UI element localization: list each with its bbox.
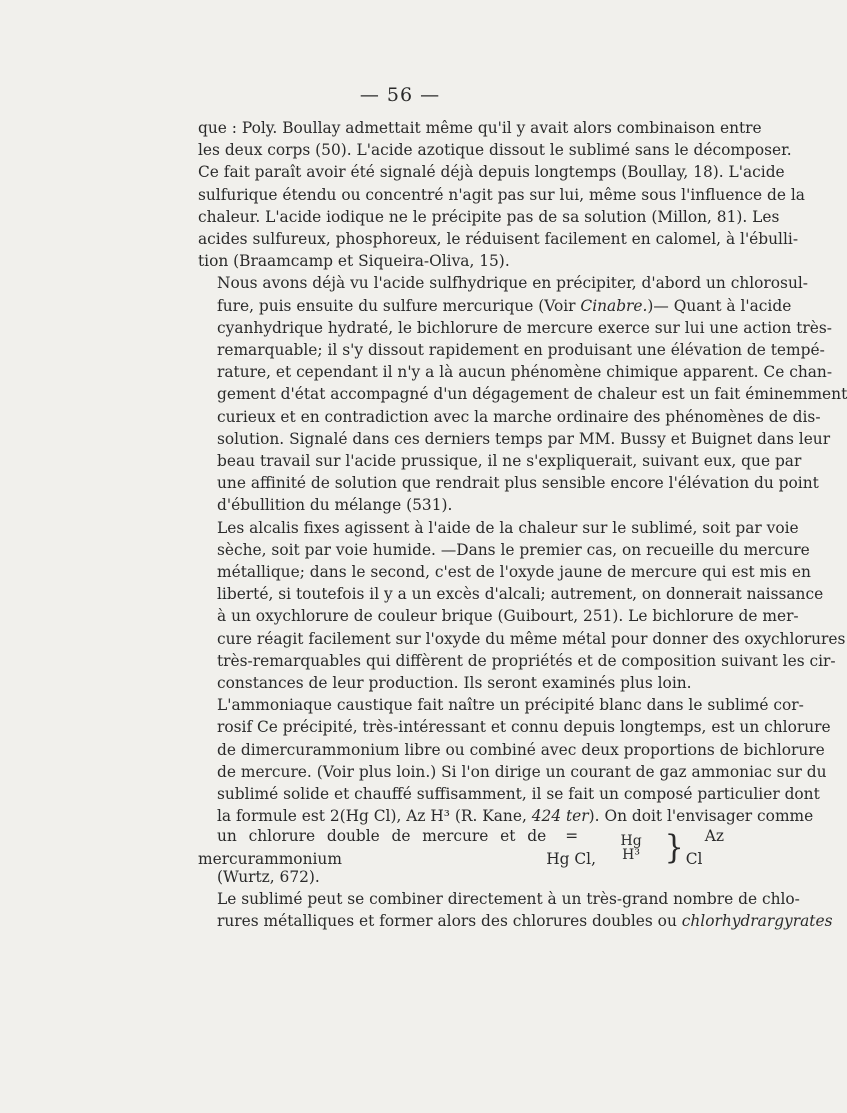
- text-line: Nous avons déjà vu l'acide sulfhydrique en précipiter, d'abord un chlorosul-: [217, 274, 808, 293]
- paragraph: [198, 694, 831, 887]
- chemical-formula: = Hg Cl, Hg H³ } Az Cl: [546, 827, 724, 868]
- text-line: d'ébullition du mélange (531).: [217, 496, 453, 515]
- text-line: de mercure. (Voir plus loin.) Si l'on dirige un courant de gaz ammoniac sur du: [217, 762, 827, 781]
- text-line: la formule est 2(Hg Cl), Az H³ (R. Kane, 424 ter). On doit l'envisager comme: [217, 807, 814, 826]
- text-line: les deux corps (50). L'acide azotique dissout le sublimé sans le décomposer.: [198, 141, 792, 160]
- text-line: à un oxychlorure de couleur brique (Guibourt, 251). Le bichlorure de mer-: [217, 607, 799, 626]
- text-line: une affinité de solution que rendrait plus sensible encore l'élévation du point: [217, 474, 819, 493]
- text-line: chaleur. L'acide iodique ne le précipite pas de sa solution (Millon, 81). Les: [198, 207, 780, 226]
- paragraph: [198, 272, 847, 516]
- text-line: rures métalliques et former alors des chlorures doubles ou chlorhydrargyrates: [217, 911, 833, 930]
- text-line: curieux et en contradiction avec la marche ordinaire des phénomènes de dis-: [217, 407, 821, 426]
- text-line: tion (Braamcamp et Siqueira-Oliva, 15).: [198, 252, 510, 271]
- page-number: — 56 —: [359, 84, 441, 106]
- text-line: sublimé solide et chauffé suffisamment, il se fait un composé particulier dont: [217, 785, 820, 804]
- text-line: Ce fait paraît avoir été signalé déjà depuis longtemps (Boullay, 18). L'acide: [198, 163, 785, 182]
- text-line: beau travail sur l'acide prussique, il ne s'expliquerait, suivant eux, que par: [217, 452, 802, 471]
- text-line: Les alcalis fixes agissent à l'aide de la chaleur sur le sublimé, soit par voie: [217, 518, 799, 537]
- paragraph: [198, 888, 833, 932]
- text-line: métallique; dans le second, c'est de l'oxyde jaune de mercure qui est mis en: [217, 563, 811, 582]
- text-line: cyanhydrique hydraté, le bichlorure de mercure exerce sur lui une action très-: [217, 318, 832, 337]
- text-line: rature, et cependant il n'y a là aucun phénomène chimique apparent. Ce chan-: [217, 363, 833, 382]
- text-line: solution. Signalé dans ces derniers temps par MM. Bussy et Buignet dans leur: [217, 429, 831, 448]
- text-line: très-remarquables qui diffèrent de propriétés et de composition suivant les cir-: [217, 651, 836, 670]
- paragraph: [198, 517, 846, 695]
- text-line: fure, puis ensuite du sulfure mercurique (Voir Cinabre.)— Quant à l'acide: [217, 296, 792, 315]
- text-line: sulfurique étendu ou concentré n'agit pas sur lui, même sous l'influence de la: [198, 185, 805, 204]
- body-text: [198, 117, 847, 932]
- paragraph: [198, 117, 805, 272]
- text-line: liberté, si toutefois il y a un excès d'alcali; autrement, on donnerait naissance: [217, 585, 824, 604]
- formula-line: [198, 827, 724, 868]
- text-line: acides sulfureux, phosphoreux, le réduisent facilement en calomel, à l'ébulli-: [198, 230, 799, 249]
- text-line: remarquable; il s'y dissout rapidement en produisant une élévation de tempé-: [217, 341, 825, 360]
- text-line: cure réagit facilement sur l'oxyde du même métal pour donner des oxychlorures: [217, 629, 846, 648]
- formula-fraction: Hg H³: [620, 832, 642, 863]
- text-line: que : Poly. Boullay admettait même qu'il y avait alors combinaison entre: [198, 119, 762, 137]
- text-line: (Wurtz, 672).: [217, 867, 320, 886]
- text-line: L'ammoniaque caustique fait naître un précipité blanc dans le sublimé cor-: [217, 696, 804, 715]
- text-line: gement d'état accompagné d'un dégagement de chaleur est un fait éminemment: [217, 385, 847, 404]
- text-line: de dimercurammonium libre ou combiné avec deux proportions de bichlorure: [217, 740, 825, 759]
- text-line: sèche, soit par voie humide. —Dans le premier cas, on recueille du mercure: [217, 540, 810, 559]
- text-line: rosif Ce précipité, très-intéressant et connu depuis longtemps, est un chlorure: [217, 718, 831, 737]
- formula-text: un chlorure double de mercure et de mercurammonium: [198, 827, 547, 868]
- text-line: constances de leur production. Ils seront examinés plus loin.: [217, 674, 692, 693]
- text-line: Le sublimé peut se combiner directement à un très-grand nombre de chlo-: [217, 889, 800, 908]
